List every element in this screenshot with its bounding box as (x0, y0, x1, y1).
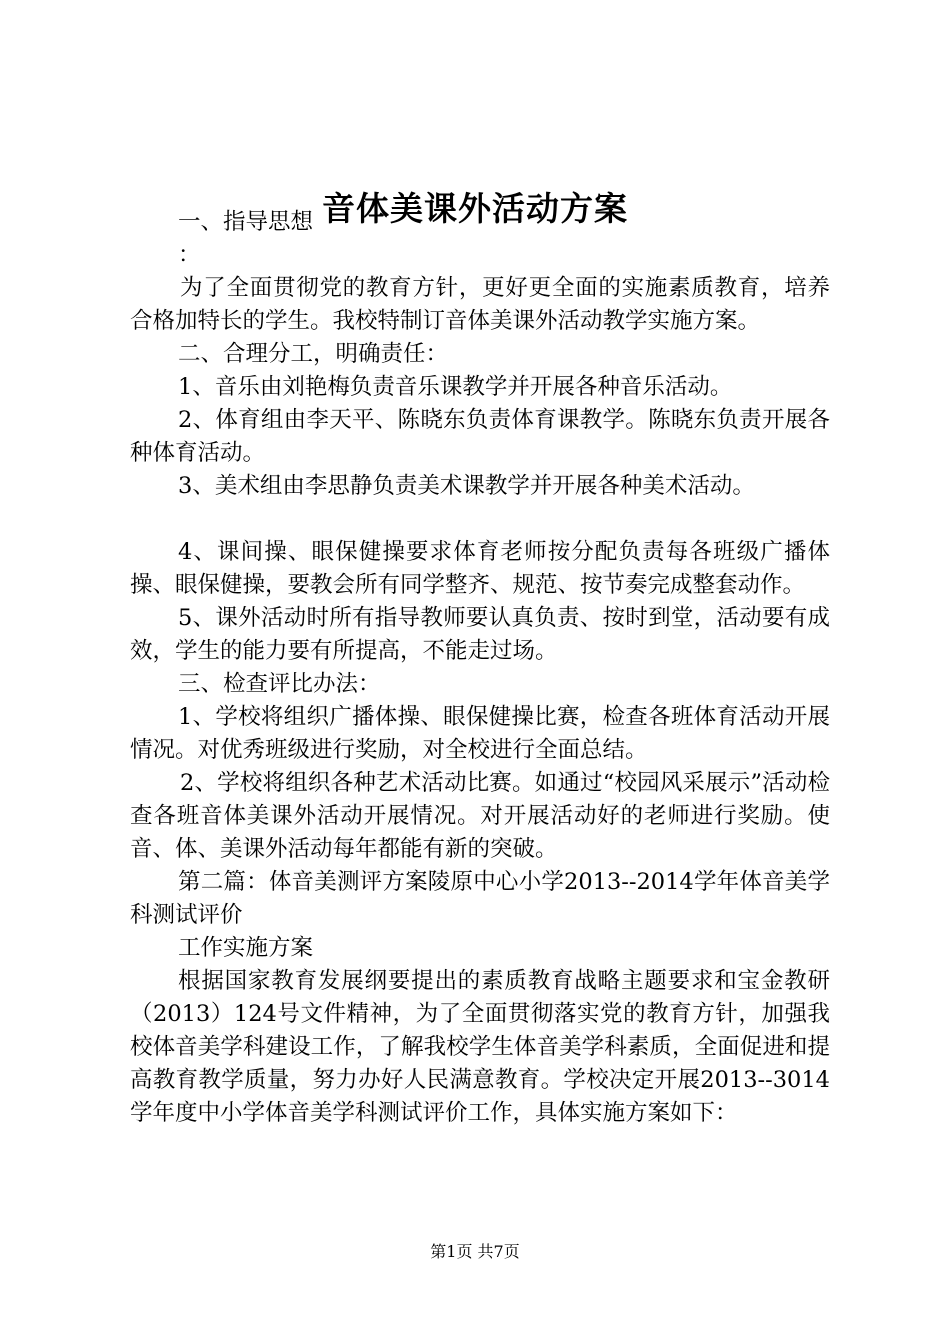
second-article-subheading: 工作实施方案 (178, 935, 314, 961)
section-heading-2: 二、合理分工，明确责任： (178, 341, 449, 367)
item-music: 1、音乐由刘艳梅负责音乐课教学并开展各种音乐活动。 (178, 374, 733, 400)
colon-line: ： (178, 242, 201, 268)
page-number: 第1页 共7页 (430, 1242, 520, 1261)
paragraph-guiding-thought: 为了全面贯彻党的教育方针，更好更全面的实施素质教育，培养合格加特长的学生。我校特制订音体美课外活动教学实施方案。 (130, 275, 830, 334)
second-article-heading: 第二篇：体音美测评方案陵原中心小学2013--2014学年体音美学科测试评价 (130, 869, 830, 928)
item-art: 3、美术组由李思静负责美术课教学并开展各种美术活动。 (178, 473, 755, 499)
document-body (130, 206, 830, 1130)
second-article-paragraph: 根据国家教育发展纲要提出的素质教育战略主题要求和宝金教研（2013）124号文件精神，为了全面贯彻落实党的教育方针，加强我校体音美学科建设工作，了解我校学生体音美学科素质，全面促进和提高教育教学质量，努力办好人民满意教育。学校决定开展2013--3014学年度中小学体音美学科测试评价工作，具体实施方案如下： (130, 968, 830, 1126)
item-extracurricular: 5、课外活动时所有指导教师要认真负责、按时到堂，活动要有成效，学生的能力要有所提高，不能走过场。 (130, 605, 830, 664)
item-pe: 2、体育组由李天平、陈晓东负责体育课教学。陈晓东负责开展各种体育活动。 (130, 407, 830, 466)
item-art-competition: 2、学校将组织各种艺术活动比赛。如通过“校园风采展示”活动检查各班音体美课外活动开展情况。对开展活动好的老师进行奖励。使音、体、美课外活动每年都能有新的突破。 (130, 770, 830, 862)
blank-line (130, 503, 830, 536)
section-heading-3: 三、检查评比办法： (178, 671, 381, 697)
item-exercises: 4、课间操、眼保健操要求体育老师按分配负责每各班级广播体操、眼保健操，要教会所有同学整齐、规范、按节奏完成整套动作。 (130, 539, 830, 598)
item-competition: 1、学校将组织广播体操、眼保健操比赛，检查各班体育活动开展情况。对优秀班级进行奖励，对全校进行全面总结。 (130, 704, 830, 763)
document-title: 音体美课外活动方案 (322, 189, 628, 228)
section-heading-1: 一、指导思想 (178, 209, 314, 235)
